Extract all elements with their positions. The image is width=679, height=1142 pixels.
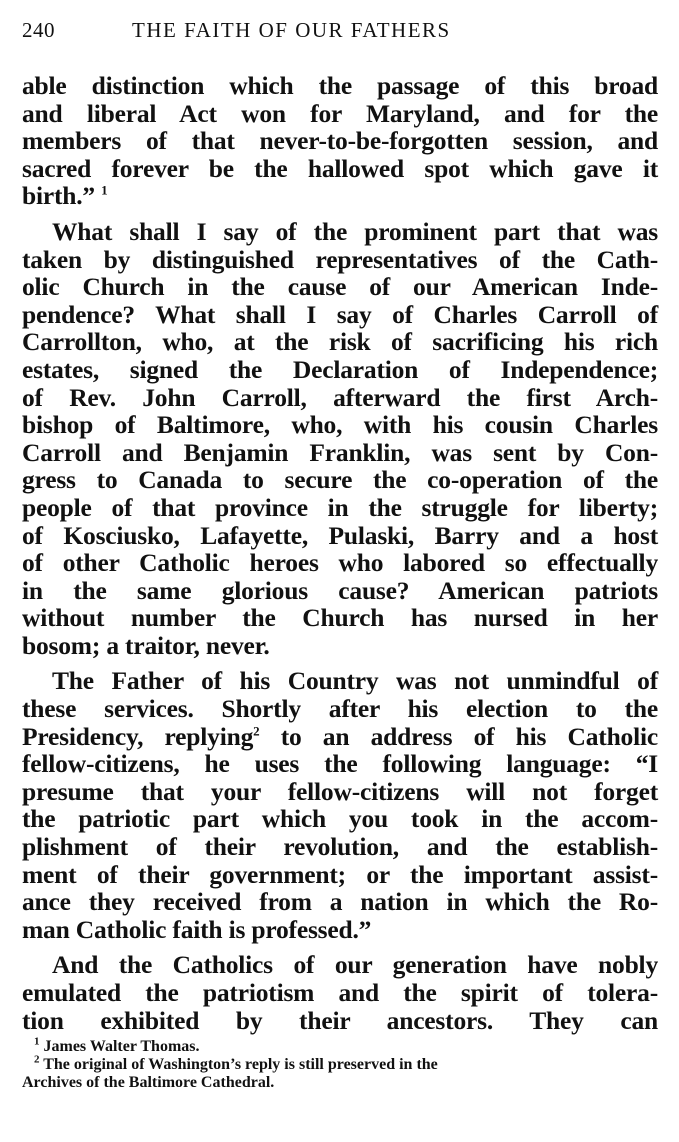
text-line: and liberal Act won for Maryland, and for the [22,98,658,128]
text-line: bishop of Baltimore, who, with his cousin Charles [22,410,658,440]
text-line: in the same glorious cause? American patriots [22,575,658,605]
book-page [22,18,658,1092]
text-fragment: birth.” [22,181,95,211]
text-line: man Catholic faith is professed.” [22,914,372,944]
text-line: What shall I say of the prominent part that was [52,216,658,246]
text-fragment: to an address of his Catholic [280,721,658,751]
text-line: The Father of his Country was not unmindful of [52,666,658,696]
text-line: estates, signed the Declaration of Independence; [22,354,658,384]
body-text [22,72,658,1034]
footnote-1 [22,1035,658,1056]
text-line: bosom; a traitor, never. [22,630,270,660]
text-line: these services. Shortly after his election to the [22,694,658,724]
running-title: THE FAITH OF OUR FATHERS [132,18,451,42]
text-line: olic Church in the cause of our American Inde- [22,272,658,302]
text-line: Carroll and Benjamin Franklin, was sent by Con- [22,437,658,467]
footnote-marker: 2 [34,1053,40,1066]
text-line: gress to Canada to secure the co-operation of the [22,465,658,495]
text-line: taken by distinguished representatives of the Cath- [22,244,658,274]
text-line: emulated the patriotism and the spirit of tolera- [22,978,658,1007]
footnotes [22,1035,658,1092]
text-line: plishment of their revolution, and the establish- [22,832,658,862]
page-number: 240 [22,18,55,42]
text-line: of Kosciusko, Lafayette, Pulaski, Barry and a host [22,520,658,550]
text-line: Carrollton, who, at the risk of sacrificing his rich [22,327,658,357]
paragraph-3 [22,667,658,943]
footnote-text: James Walter Thomas. [43,1038,200,1056]
paragraph-2 [22,218,658,660]
text-line: of other Catholic heroes who labored so effectually [22,548,658,578]
text-line: ance they received from a nation in which the Ro- [22,887,658,917]
text-line: tion exhibited by their ancestors. They can [22,1005,658,1035]
text-line: members of that never-to-be-forgotten session, and [22,126,658,156]
text-line: the patriotic part which you took in the accom- [22,804,658,834]
text-fragment: Presidency, replying [22,721,254,751]
text-line: fellow-citizens, he uses the following language: “I [22,749,658,779]
footnote-text: The original of Washington’s reply is still preserved in the [43,1056,438,1074]
text-line: presume that your fellow-citizens will not forget [22,776,658,806]
text-line: sacred forever be the hallowed spot which gave it [22,153,658,183]
text-line: of Rev. John Carroll, afterward the first Arch- [22,382,658,412]
footnote-reference: 2 [253,723,260,739]
text-line: ment of their government; or the important assist- [22,859,658,889]
paragraph-4 [22,951,658,1034]
text-line [22,723,658,751]
footnote-marker: 1 [34,1035,40,1048]
text-line: pendence? What shall I say of Charles Carroll of [22,299,658,329]
footnote-reference: 1 [101,182,108,198]
text-line: able distinction which the passage of this broad [22,71,658,100]
paragraph-1 [22,72,658,210]
text-line: people of that province in the struggle for liberty; [22,492,658,522]
footnote-2 [22,1053,658,1074]
text-line: without number the Church has nursed in her [22,603,658,633]
page-header [22,18,658,48]
text-line [22,182,658,210]
text-line: And the Catholics of our generation have nobly [52,950,658,980]
footnote-2-continued: Archives of the Baltimore Cathedral. [22,1074,275,1092]
